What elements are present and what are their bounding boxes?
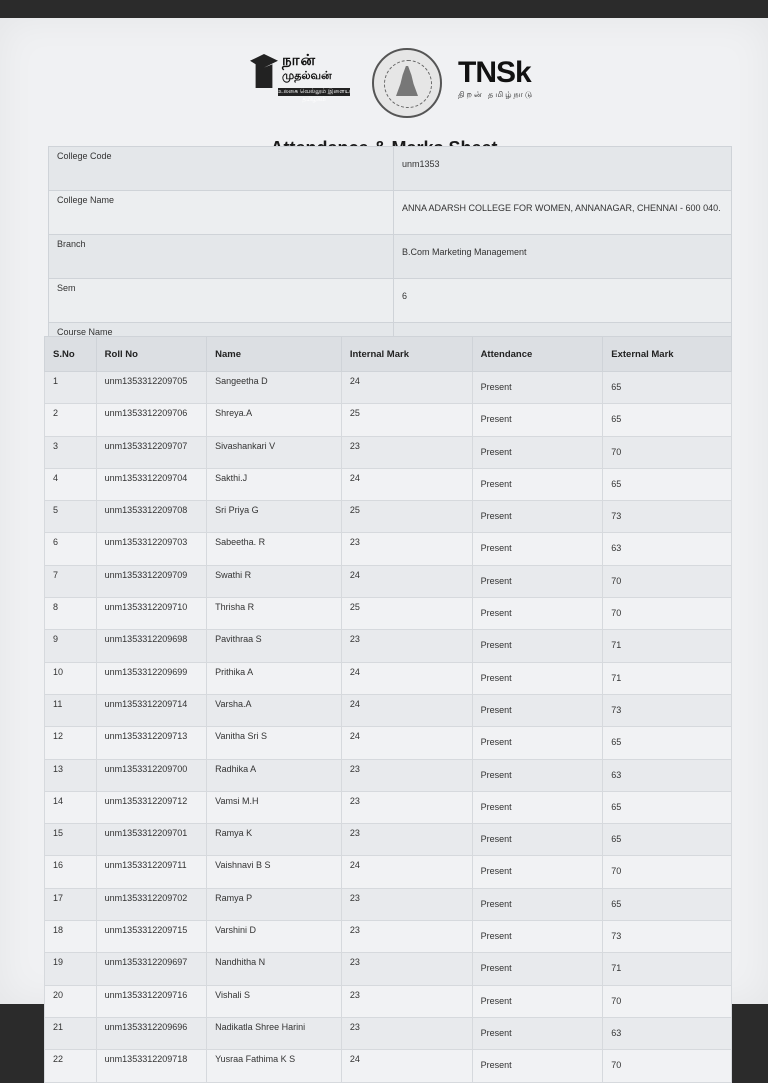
attendance-cell: Present [472,953,603,985]
sno-cell: 1 [45,372,97,404]
column-header-internal-mark: Internal Mark [341,337,472,372]
sno-cell: 16 [45,856,97,888]
table-row [45,404,732,436]
name-cell: Vamsi M.H [207,791,342,823]
table-row [45,921,732,953]
table-row [45,856,732,888]
name-cell: Sivashankari V [207,436,342,468]
roll-no-cell: unm1353312209718 [96,1050,206,1082]
internal-mark-cell: 25 [341,501,472,533]
name-cell: Yusraa Fathima K S [207,1050,342,1082]
sno-cell: 9 [45,630,97,662]
internal-mark-cell: 24 [341,694,472,726]
name-cell: Pavithraa S [207,630,342,662]
info-label: College Name [49,191,394,235]
table-row [45,372,732,404]
attendance-cell: Present [472,565,603,597]
info-value: ANNA ADARSH COLLEGE FOR WOMEN, ANNANAGAR, CHENNAI - 600 040. [394,191,732,235]
roll-no-cell: unm1353312209714 [96,694,206,726]
internal-mark-cell: 23 [341,1017,472,1049]
table-row [45,598,732,630]
roll-no-cell: unm1353312209705 [96,372,206,404]
attendance-cell: Present [472,727,603,759]
roll-no-cell: unm1353312209704 [96,468,206,500]
roll-no-cell: unm1353312209715 [96,921,206,953]
name-cell: Sabeetha. R [207,533,342,565]
table-row [45,436,732,468]
sno-cell: 13 [45,759,97,791]
roll-no-cell: unm1353312209716 [96,985,206,1017]
internal-mark-cell: 23 [341,791,472,823]
table-row [45,630,732,662]
table-row [45,888,732,920]
table-row [45,1050,732,1082]
table-row [45,791,732,823]
table-row [45,533,732,565]
external-mark-cell: 71 [603,953,732,985]
sno-cell: 4 [45,468,97,500]
internal-mark-cell: 24 [341,372,472,404]
roll-no-cell: unm1353312209699 [96,662,206,694]
external-mark-cell: 70 [603,436,732,468]
marks-table [44,336,732,1083]
sno-cell: 2 [45,404,97,436]
info-value: B.Com Marketing Management [394,235,732,279]
external-mark-cell: 70 [603,1050,732,1082]
external-mark-cell: 65 [603,791,732,823]
attendance-cell: Present [472,824,603,856]
table-row [45,694,732,726]
external-mark-cell: 65 [603,468,732,500]
attendance-cell: Present [472,404,603,436]
roll-no-cell: unm1353312209702 [96,888,206,920]
roll-no-cell: unm1353312209707 [96,436,206,468]
external-mark-cell: 70 [603,565,732,597]
column-header-roll-no: Roll No [96,337,206,372]
external-mark-cell: 65 [603,372,732,404]
sno-cell: 10 [45,662,97,694]
info-row [49,279,732,323]
sno-cell: 22 [45,1050,97,1082]
roll-no-cell: unm1353312209696 [96,1017,206,1049]
sno-cell: 19 [45,953,97,985]
sno-cell: 6 [45,533,97,565]
table-row [45,727,732,759]
graduation-cap-icon [250,54,278,88]
external-mark-cell: 70 [603,598,732,630]
roll-no-cell: unm1353312209697 [96,953,206,985]
column-header-name: Name [207,337,342,372]
attendance-cell: Present [472,791,603,823]
attendance-cell: Present [472,630,603,662]
info-row [49,147,732,191]
roll-no-cell: unm1353312209700 [96,759,206,791]
roll-no-cell: unm1353312209698 [96,630,206,662]
external-mark-cell: 65 [603,824,732,856]
sno-cell: 20 [45,985,97,1017]
info-value: unm1353 [394,147,732,191]
table-row [45,468,732,500]
internal-mark-cell: 23 [341,630,472,662]
internal-mark-cell: 24 [341,1050,472,1082]
attendance-cell: Present [472,501,603,533]
attendance-cell: Present [472,888,603,920]
roll-no-cell: unm1353312209711 [96,856,206,888]
external-mark-cell: 73 [603,501,732,533]
name-cell: Sri Priya G [207,501,342,533]
attendance-cell: Present [472,694,603,726]
name-cell: Varsha.A [207,694,342,726]
name-cell: Ramya P [207,888,342,920]
internal-mark-cell: 23 [341,985,472,1017]
name-cell: Thrisha R [207,598,342,630]
table-row [45,1017,732,1049]
table-row [45,759,732,791]
name-cell: Swathi R [207,565,342,597]
external-mark-cell: 63 [603,1017,732,1049]
attendance-cell: Present [472,1017,603,1049]
sno-cell: 15 [45,824,97,856]
external-mark-cell: 63 [603,759,732,791]
roll-no-cell: unm1353312209709 [96,565,206,597]
info-value: 6 [394,279,732,323]
sno-cell: 12 [45,727,97,759]
sno-cell: 3 [45,436,97,468]
table-row [45,565,732,597]
sno-cell: 18 [45,921,97,953]
internal-mark-cell: 23 [341,888,472,920]
external-mark-cell: 70 [603,985,732,1017]
internal-mark-cell: 24 [341,468,472,500]
logo-strip [248,50,548,114]
roll-no-cell: unm1353312209713 [96,727,206,759]
external-mark-cell: 63 [603,533,732,565]
attendance-cell: Present [472,372,603,404]
name-cell: Vishali S [207,985,342,1017]
naan-mudhalvan-logo: நான் முதல்வன் உலகை வெல்லும் இளைய தமிழகம் [248,50,352,106]
sno-cell: 5 [45,501,97,533]
external-mark-cell: 70 [603,856,732,888]
external-mark-cell: 73 [603,921,732,953]
attendance-cell: Present [472,662,603,694]
attendance-cell: Present [472,985,603,1017]
internal-mark-cell: 24 [341,565,472,597]
external-mark-cell: 65 [603,727,732,759]
name-cell: Sakthi.J [207,468,342,500]
tamil-nadu-emblem-logo [372,48,442,118]
attendance-cell: Present [472,921,603,953]
attendance-cell: Present [472,1050,603,1082]
internal-mark-cell: 25 [341,404,472,436]
column-header-attendance: Attendance [472,337,603,372]
internal-mark-cell: 23 [341,824,472,856]
internal-mark-cell: 23 [341,759,472,791]
attendance-cell: Present [472,436,603,468]
column-header-external-mark: External Mark [603,337,732,372]
name-cell: Prithika A [207,662,342,694]
internal-mark-cell: 23 [341,921,472,953]
name-cell: Nandhitha N [207,953,342,985]
info-label: Sem [49,279,394,323]
internal-mark-cell: 25 [341,598,472,630]
sno-cell: 17 [45,888,97,920]
table-row [45,985,732,1017]
info-label: Course Name [49,323,394,367]
name-cell: Sangeetha D [207,372,342,404]
info-label: College Code [49,147,394,191]
sno-cell: 21 [45,1017,97,1049]
table-header-row [45,337,732,372]
roll-no-cell: unm1353312209706 [96,404,206,436]
sno-cell: 8 [45,598,97,630]
attendance-cell: Present [472,598,603,630]
info-row [49,235,732,279]
internal-mark-cell: 24 [341,856,472,888]
internal-mark-cell: 23 [341,533,472,565]
attendance-cell: Present [472,759,603,791]
tnsk-logo: TNSk திறன் தமிழ்நாடு [458,56,534,99]
roll-no-cell: unm1353312209703 [96,533,206,565]
external-mark-cell: 71 [603,662,732,694]
name-cell: Ramya K [207,824,342,856]
attendance-cell: Present [472,533,603,565]
external-mark-cell: 73 [603,694,732,726]
sno-cell: 7 [45,565,97,597]
name-cell: Varshini D [207,921,342,953]
name-cell: Radhika A [207,759,342,791]
info-row [49,191,732,235]
column-header-sno: S.No [45,337,97,372]
table-row [45,662,732,694]
roll-no-cell: unm1353312209701 [96,824,206,856]
info-label: Branch [49,235,394,279]
attendance-cell: Present [472,856,603,888]
internal-mark-cell: 24 [341,727,472,759]
table-row [45,953,732,985]
name-cell: Vaishnavi B S [207,856,342,888]
internal-mark-cell: 23 [341,953,472,985]
name-cell: Shreya.A [207,404,342,436]
external-mark-cell: 65 [603,404,732,436]
external-mark-cell: 71 [603,630,732,662]
roll-no-cell: unm1353312209712 [96,791,206,823]
name-cell: Vanitha Sri S [207,727,342,759]
attendance-cell: Present [472,468,603,500]
internal-mark-cell: 23 [341,436,472,468]
internal-mark-cell: 24 [341,662,472,694]
sno-cell: 14 [45,791,97,823]
roll-no-cell: unm1353312209708 [96,501,206,533]
name-cell: Nadikatla Shree Harini [207,1017,342,1049]
sno-cell: 11 [45,694,97,726]
table-row [45,501,732,533]
roll-no-cell: unm1353312209710 [96,598,206,630]
external-mark-cell: 65 [603,888,732,920]
table-row [45,824,732,856]
